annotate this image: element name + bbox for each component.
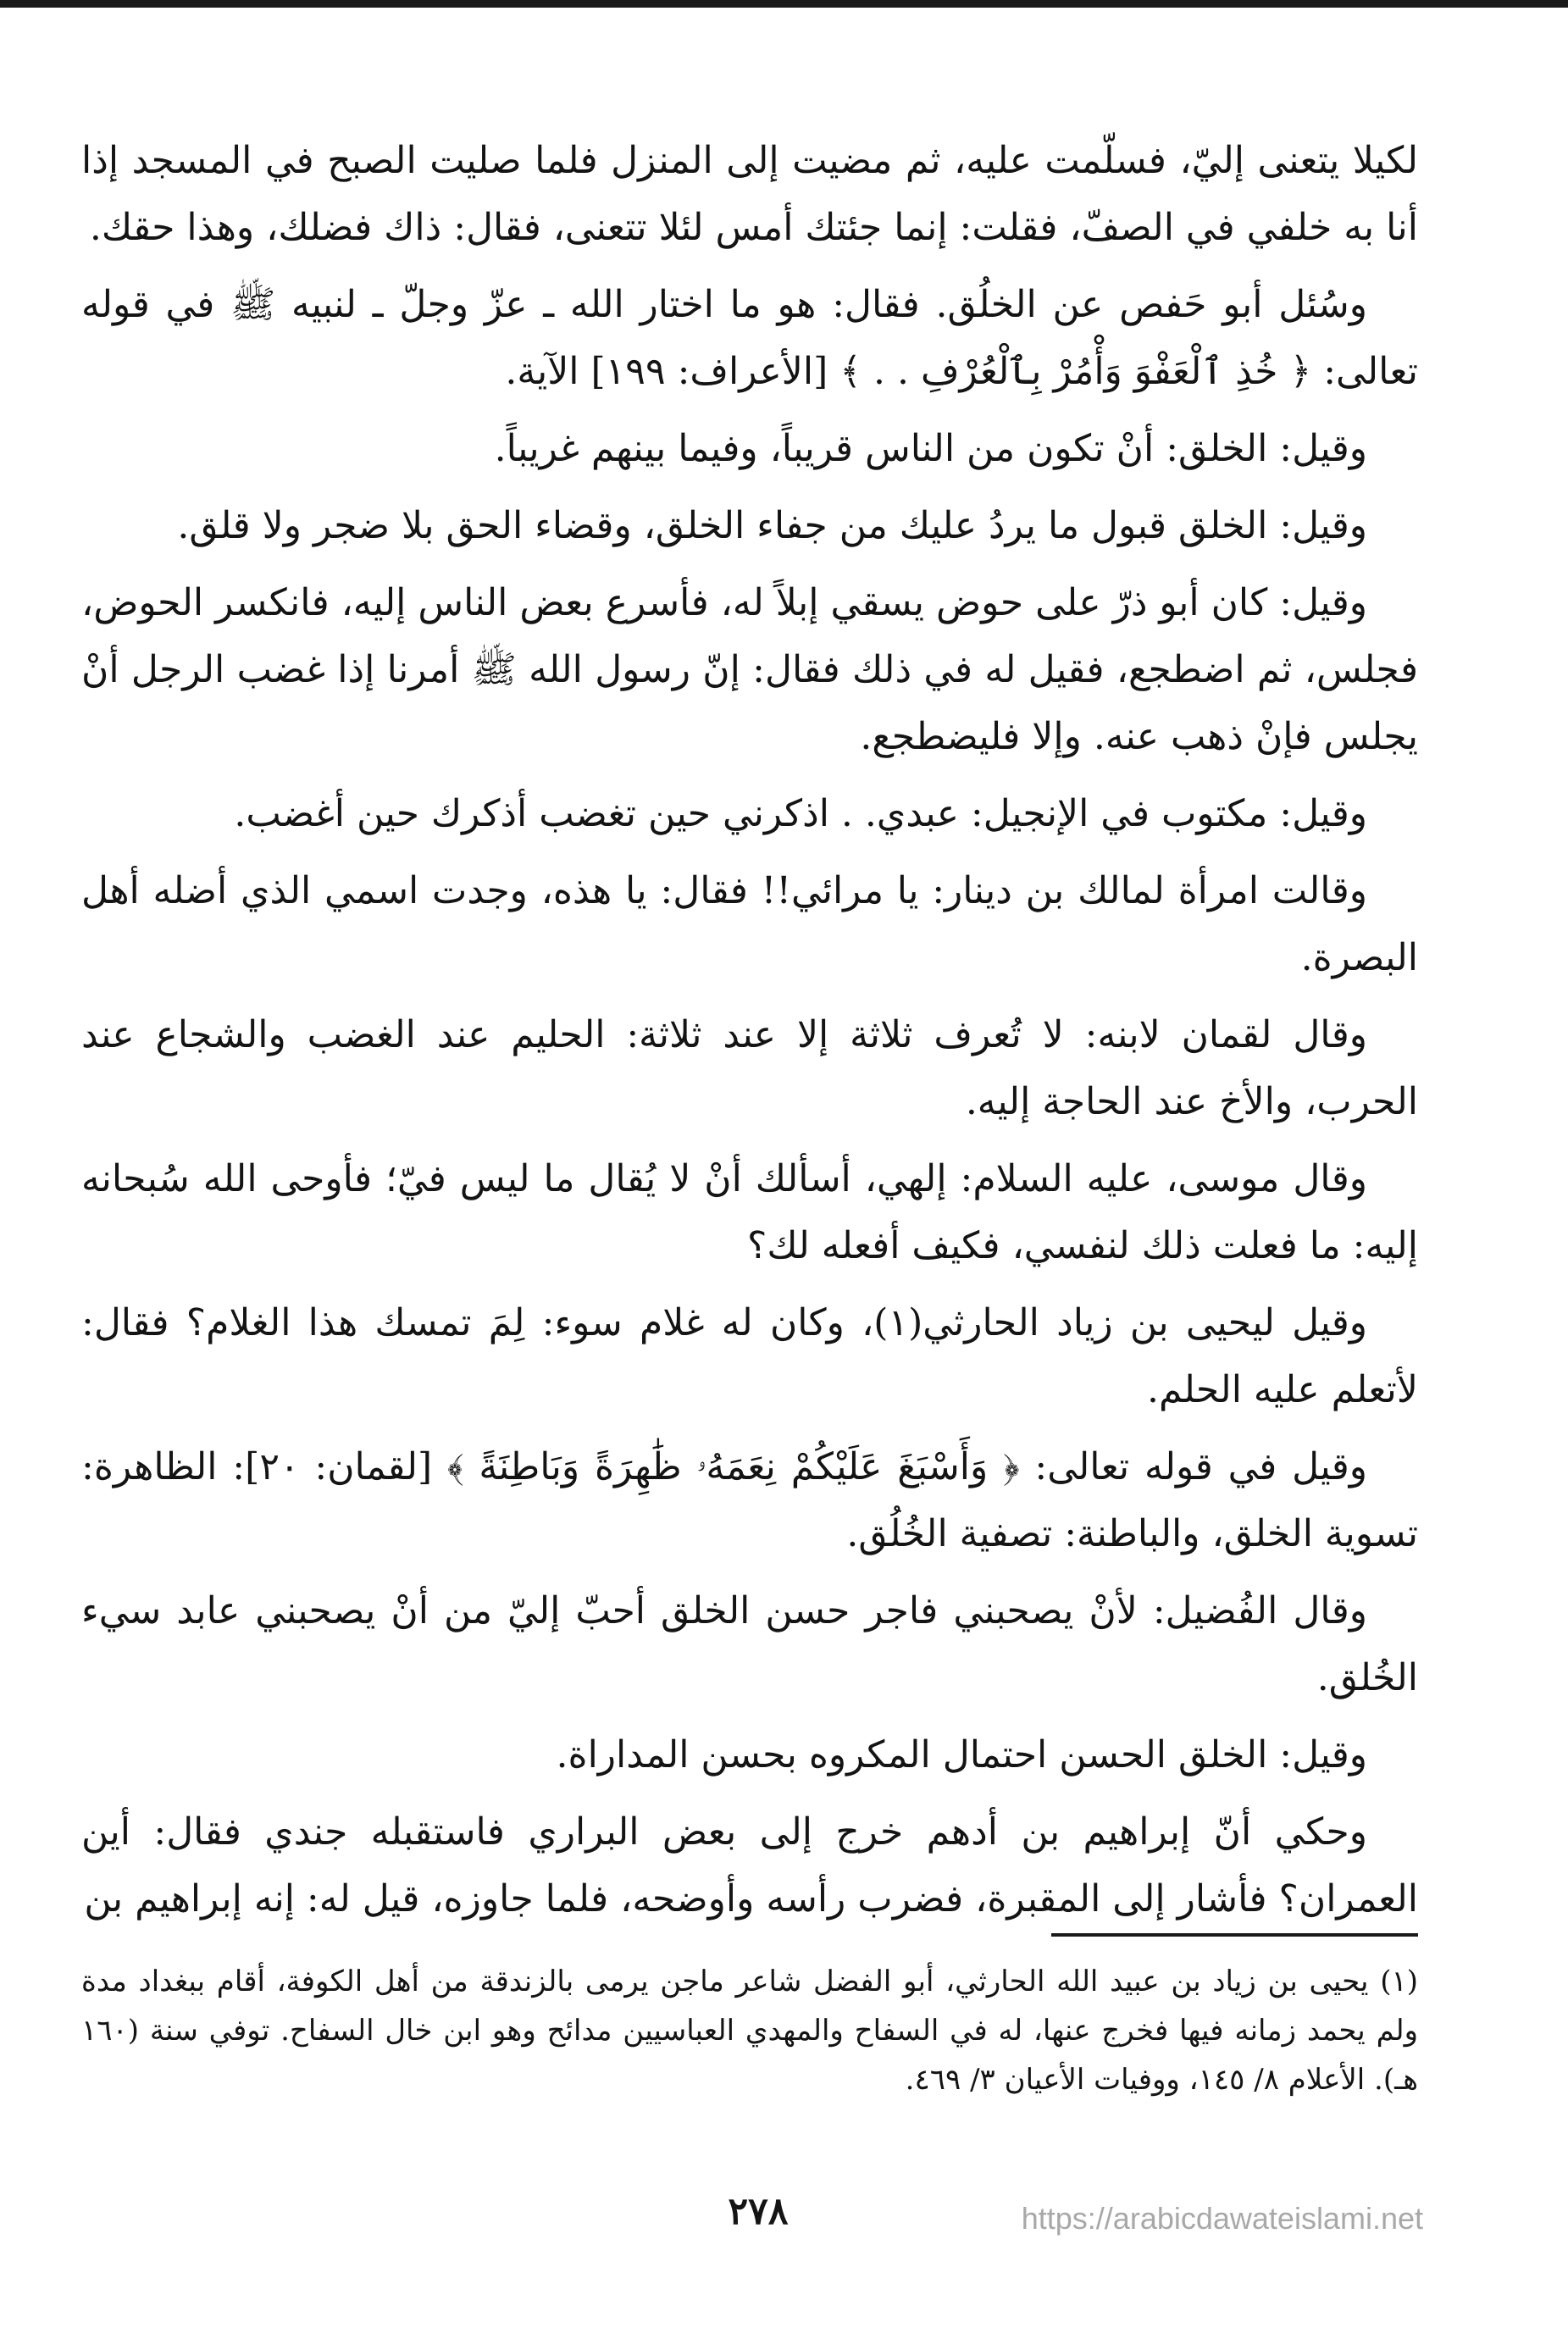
paragraph: لكيلا يتعنى إليّ، فسلّمت عليه، ثم مضيت إلى المنزل فلما صليت الصبح في المسجد إذا أنا به خلفي في الصفّ، فقلت: إنما جئتك أمس لئلا تتعنى، فقال: ذاك فضلك، وهذا حقك.: [81, 139, 1419, 249]
paragraph: وقيل: الخلق الحسن احتمال المكروه بحسن المداراة.: [556, 1733, 1367, 1776]
main-text-body: [81, 127, 1418, 1943]
paragraph: وقيل في قوله تعالى: ﴿ وَأَسْبَغَ عَلَيْكُمْ نِعَمَهُۥ ظَٰهِرَةً وَبَاطِنَةً ﴾ [لقمان: ٢٠]: الظاهرة: تسوية الخلق، والباطنة: تصفية الخُلُق.: [81, 1445, 1418, 1555]
footnote: (١) يحيى بن زياد بن عبيد الله الحارثي، أبو الفضل شاعر ماجن يرمى بالزندقة من أهل الكوفة، أقام ببغداد مدة ولم يحمد زمانه فيها فخرج عنها، له في السفاح والمهدي العباسيين مدائح وهو ابن خال السفاح. توفي سنة (١٦٠ هـ). الأعلام ٨/ ١٤٥، ووفيات الأعيان ٣/ ٤٦٩.: [81, 1965, 1418, 2097]
paragraph: وحكي أنّ إبراهيم بن أدهم خرج إلى بعض البراري فاستقبله جندي فقال: أين العمران؟ فأشار إلى المقبرة، فضرب رأسه وأوضحه، فلما جاوزه، قيل له: إنه إبراهيم بن: [81, 1810, 1418, 1921]
paragraph: وسُئل أبو حَفص عن الخلُق. فقال: هو ما اختار الله ـ عزّ وجلّ ـ لنبيه ﷺ في قوله تعالى: ﴿ خُذِ ٱلْعَفْوَ وَأْمُرْ بِٱلْعُرْفِ . . ﴾ [الأعراف: ١٩٩] الآية.: [81, 283, 1418, 393]
paragraph: وقيل: كان أبو ذرّ على حوض يسقي إبلاً له، فأسرع بعض الناس إليه، فانكسر الحوض، فجلس، ثم اضطجع، فقيل له في ذلك فقال: إنّ رسول الله ﷺ أمرنا إذا غضب الرجل أنْ يجلس فإنْ ذهب عنه. وإلا فليضطجع.: [81, 581, 1418, 758]
page-number: ٢٧٨: [728, 2190, 789, 2233]
paragraph: وقيل: الخلق: أنْ تكون من الناس قريباً، وفيما بينهم غريباً.: [494, 427, 1367, 470]
watermark-url: https://arabicdawateislami.net: [1021, 2201, 1423, 2236]
footnote-separator: [1051, 1933, 1418, 1937]
footnotes: [81, 1957, 1418, 2104]
paragraph: وقال موسى، عليه السلام: إلهي، أسألك أنْ لا يُقال ما ليس فيّ؛ فأوحى الله سُبحانه إليه: ما فعلت ذلك لنفسي، فكيف أفعله لك؟: [81, 1157, 1418, 1267]
top-border-rule: [0, 0, 1568, 8]
paragraph: وقال لقمان لابنه: لا تُعرف ثلاثة إلا عند ثلاثة: الحليم عند الغضب والشجاع عند الحرب، والأخ عند الحاجة إليه.: [81, 1013, 1418, 1123]
paragraph: وقيل: الخلق قبول ما يردُ عليك من جفاء الخلق، وقضاء الحق بلا ضجر ولا قلق.: [177, 504, 1367, 547]
paragraph: وقيل: مكتوب في الإنجيل: عبدي. . اذكرني حين تغضب أذكرك حين أغضب.: [234, 792, 1367, 835]
paragraph: وقالت امرأة لمالك بن دينار: يا مرائي!! فقال: يا هذه، وجدت اسمي الذي أضله أهل البصرة.: [81, 869, 1418, 979]
paragraph: وقال الفُضيل: لأنْ يصحبني فاجر حسن الخلق أحبّ إليّ من أنْ يصحبني عابد سيء الخُلق.: [81, 1589, 1418, 1699]
paragraph: وقيل ليحيى بن زياد الحارثي(١)، وكان له غلام سوء: لِمَ تمسك هذا الغلام؟ فقال: لأتعلم عليه الحلم.: [81, 1301, 1418, 1411]
